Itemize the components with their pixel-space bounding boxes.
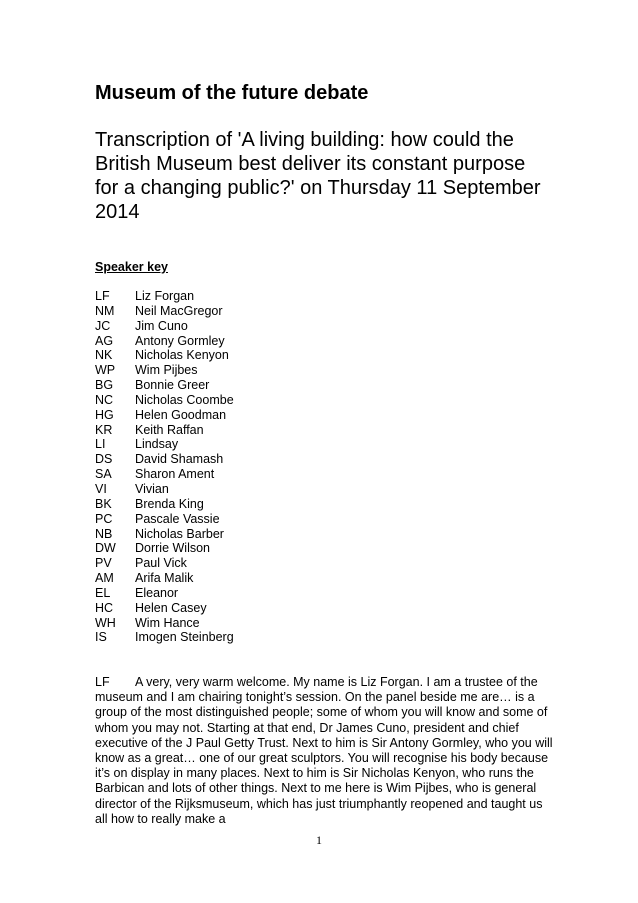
speaker-key-row xyxy=(95,348,234,363)
speaker-code: EL xyxy=(95,585,111,600)
speaker-code: AG xyxy=(95,333,114,348)
speaker-name: Nicholas Coombe xyxy=(135,392,234,407)
speaker-code: KR xyxy=(95,422,113,437)
speaker-name: Brenda King xyxy=(135,496,204,511)
speaker-code: BK xyxy=(95,496,112,511)
speaker-name: David Shamash xyxy=(135,452,224,467)
speaker-name: Neil MacGregor xyxy=(135,303,223,318)
document-subtitle: Transcription of 'A living building: how could the British Museum best deliver its constant purpose for a changing public?' on Thursday 11 September 2014 xyxy=(95,129,541,223)
speaker-name: Pascale Vassie xyxy=(135,511,220,526)
speaker-name: Paul Vick xyxy=(135,556,187,571)
speaker-key-row xyxy=(95,556,234,571)
transcript-speaker-code: LF xyxy=(95,675,110,689)
speaker-code: SA xyxy=(95,467,112,482)
speaker-key-row xyxy=(95,437,234,452)
speaker-key-row xyxy=(95,423,234,438)
speaker-code: DS xyxy=(95,452,113,467)
page-number: 1 xyxy=(316,833,322,847)
speaker-key-row xyxy=(95,601,234,616)
speaker-key-row xyxy=(95,527,234,542)
speaker-key-row xyxy=(95,467,234,482)
speaker-name: Helen Casey xyxy=(135,600,207,615)
speaker-key-row xyxy=(95,363,234,378)
speaker-name: Wim Hance xyxy=(135,615,200,630)
speaker-key-row xyxy=(95,571,234,586)
speaker-code: IS xyxy=(95,630,107,645)
speaker-key-row xyxy=(95,616,234,631)
speaker-name: Nicholas Kenyon xyxy=(135,348,229,363)
speaker-name: Vivian xyxy=(135,481,169,496)
speaker-name: Lindsay xyxy=(135,437,179,452)
transcript-paragraph xyxy=(95,675,555,827)
speaker-code: JC xyxy=(95,318,111,333)
speaker-code: VI xyxy=(95,481,107,496)
speaker-code: PC xyxy=(95,511,113,526)
speaker-key-row xyxy=(95,586,234,601)
speaker-name: Eleanor xyxy=(135,585,179,600)
speaker-name: Antony Gormley xyxy=(135,333,225,348)
speaker-code: HC xyxy=(95,600,114,615)
speaker-key-row xyxy=(95,378,234,393)
speaker-name: Wim Pijbes xyxy=(135,363,198,378)
speaker-name: Nicholas Barber xyxy=(135,526,224,541)
transcript-text: A very, very warm welcome. My name is Liz Forgan. I am a trustee of the museum and I am chairing tonight’s session. On the panel beside me are… is a group of the most distinguished people; some of whom you will know and some of whom you may not. Starting at that end, Dr James Cuno, president and chief executive of the J Paul Getty Trust. Next to him is Sir Antony Gormley, who you will know as a great… one of our great sculptors. You will recognise his body because it’s on display in many places. Next to him is Sir Nicholas Kenyon, who runs the Barbican and lots of other things. Next to me here is Wim Pijbes, who is general director of the Rijksmuseum, which has just triumphantly reopened and taught us all how to really make a xyxy=(95,675,553,826)
speaker-name: Imogen Steinberg xyxy=(135,630,234,645)
speaker-name: Arifa Malik xyxy=(135,571,194,586)
speaker-key-row xyxy=(95,541,234,556)
speaker-code: WP xyxy=(95,363,116,378)
speaker-key-heading: Speaker key xyxy=(95,260,168,274)
document-title: Museum of the future debate xyxy=(95,82,369,104)
speaker-code: HG xyxy=(95,407,114,422)
speaker-key-row xyxy=(95,334,234,349)
speaker-name: Sharon Ament xyxy=(135,467,215,482)
speaker-code: AM xyxy=(95,571,114,586)
speaker-key-row xyxy=(95,393,234,408)
speaker-code: BG xyxy=(95,378,114,393)
speaker-key-row xyxy=(95,497,234,512)
speaker-code: PV xyxy=(95,556,112,571)
speaker-key-row xyxy=(95,319,234,334)
speaker-code: DW xyxy=(95,541,116,556)
speaker-code: LF xyxy=(95,289,110,303)
speaker-name: Keith Raffan xyxy=(135,422,204,437)
speaker-key-row xyxy=(95,408,234,423)
speaker-code: WH xyxy=(95,615,116,630)
speaker-code: NK xyxy=(95,348,113,363)
speaker-name: Helen Goodman xyxy=(135,407,227,422)
speaker-key-row xyxy=(95,630,234,645)
speaker-code: NB xyxy=(95,526,113,541)
speaker-key-row xyxy=(95,482,234,497)
speaker-name: Dorrie Wilson xyxy=(135,541,211,556)
speaker-name: Bonnie Greer xyxy=(135,378,210,393)
speaker-name: Jim Cuno xyxy=(135,318,188,333)
speaker-code: LI xyxy=(95,437,106,452)
speaker-key-row xyxy=(95,289,234,304)
speaker-name: Liz Forgan xyxy=(135,289,195,303)
speaker-code: NM xyxy=(95,303,115,318)
speaker-key-row xyxy=(95,452,234,467)
speaker-code: NC xyxy=(95,392,114,407)
speaker-key-row xyxy=(95,304,234,319)
speaker-key-row xyxy=(95,512,234,527)
speaker-key-list xyxy=(95,289,234,645)
